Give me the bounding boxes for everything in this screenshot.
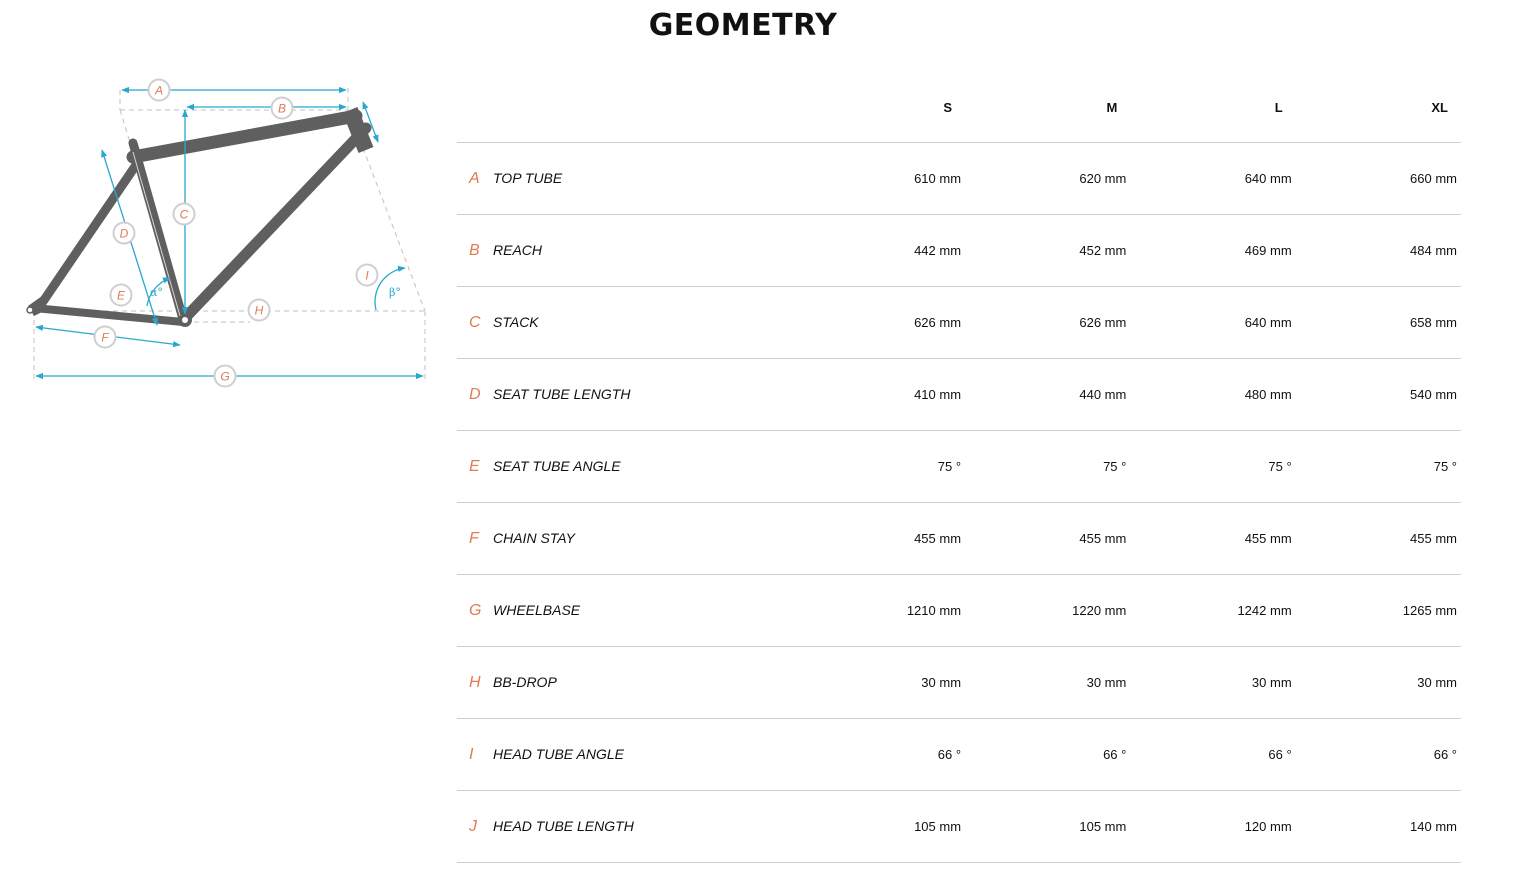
value-cell: 75 ° (1130, 431, 1295, 503)
svg-text:D: D (119, 226, 129, 241)
table-header-row (457, 72, 1461, 143)
svg-text:A: A (154, 83, 164, 98)
svg-text:I: I (365, 268, 369, 283)
row-name: TOP TUBE (493, 169, 563, 186)
value-cell: 440 mm (965, 359, 1130, 431)
table-row (457, 431, 1461, 503)
row-letter: H (469, 673, 481, 691)
row-label (457, 431, 800, 503)
row-name: SEAT TUBE ANGLE (493, 457, 621, 474)
value-cell: 658 mm (1296, 287, 1461, 359)
top-tube (133, 116, 356, 157)
value-cell: 540 mm (1296, 359, 1461, 431)
value-cell: 120 mm (1130, 791, 1295, 863)
size-header-l: L (1130, 72, 1295, 143)
value-cell: 75 ° (965, 431, 1130, 503)
row-label (457, 287, 800, 359)
value-cell: 455 mm (1130, 503, 1295, 575)
value-cell: 469 mm (1130, 215, 1295, 287)
value-cell: 626 mm (800, 287, 965, 359)
value-cell: 1220 mm (965, 575, 1130, 647)
header-blank (457, 72, 800, 143)
head-angle-symbol: β° (389, 286, 401, 299)
label-g (215, 366, 236, 387)
svg-text:E: E (116, 288, 126, 303)
geometry-table (457, 72, 1461, 863)
value-cell: 626 mm (965, 287, 1130, 359)
table-row (457, 575, 1461, 647)
row-letter: I (469, 745, 474, 763)
value-cell: 455 mm (965, 503, 1130, 575)
row-name: CHAIN STAY (493, 529, 575, 546)
value-cell: 105 mm (800, 791, 965, 863)
row-label (457, 575, 800, 647)
value-cell: 1265 mm (1296, 575, 1461, 647)
row-letter: B (469, 241, 480, 259)
value-cell: 1210 mm (800, 575, 965, 647)
svg-text:G: G (220, 369, 230, 384)
label-i (357, 265, 378, 286)
svg-text:H: H (254, 303, 264, 318)
label-f (95, 327, 116, 348)
size-header-xl: XL (1296, 72, 1461, 143)
value-cell: 610 mm (800, 143, 965, 215)
row-name: HEAD TUBE LENGTH (493, 817, 634, 834)
value-cell: 75 ° (800, 431, 965, 503)
table-row (457, 287, 1461, 359)
value-cell: 640 mm (1130, 287, 1295, 359)
row-letter: C (469, 313, 481, 331)
row-name: WHEELBASE (493, 601, 581, 618)
row-letter: F (469, 529, 479, 547)
row-name: REACH (493, 241, 543, 258)
row-letter: D (469, 385, 481, 403)
row-letter: E (469, 457, 480, 475)
row-label (457, 719, 800, 791)
value-cell: 30 mm (800, 647, 965, 719)
value-cell: 30 mm (965, 647, 1130, 719)
size-header-m: M (965, 72, 1130, 143)
label-e (111, 285, 132, 306)
label-b (272, 98, 293, 119)
row-letter: J (469, 817, 477, 835)
svg-text:B: B (277, 101, 287, 116)
value-cell: 140 mm (1296, 791, 1461, 863)
table-row (457, 503, 1461, 575)
table-row (457, 719, 1461, 791)
value-cell: 30 mm (1296, 647, 1461, 719)
row-label (457, 359, 800, 431)
value-cell: 480 mm (1130, 359, 1295, 431)
value-cell: 30 mm (1130, 647, 1295, 719)
value-cell: 484 mm (1296, 215, 1461, 287)
value-cell: 455 mm (800, 503, 965, 575)
label-d (114, 223, 135, 244)
row-label (457, 143, 800, 215)
row-name: SEAT TUBE LENGTH (493, 385, 631, 402)
value-cell: 66 ° (800, 719, 965, 791)
row-label (457, 215, 800, 287)
value-cell: 410 mm (800, 359, 965, 431)
table-row (457, 359, 1461, 431)
row-letter: A (469, 169, 480, 187)
row-label (457, 647, 800, 719)
value-cell: 105 mm (965, 791, 1130, 863)
page-title: GEOMETRY (648, 8, 838, 43)
frame-geometry-diagram (20, 70, 440, 390)
value-cell: 66 ° (1130, 719, 1295, 791)
row-label (457, 503, 800, 575)
value-cell: 640 mm (1130, 143, 1295, 215)
value-cell: 455 mm (1296, 503, 1461, 575)
row-label (457, 791, 800, 863)
row-name: HEAD TUBE ANGLE (493, 745, 624, 762)
row-letter: G (469, 601, 482, 619)
svg-text:F: F (101, 330, 109, 345)
table-row (457, 647, 1461, 719)
value-cell: 75 ° (1296, 431, 1461, 503)
value-cell: 66 ° (965, 719, 1130, 791)
label-c (174, 204, 195, 225)
table-row (457, 791, 1461, 863)
row-name: BB-DROP (493, 673, 557, 690)
label-a (149, 80, 170, 101)
rear-axle (27, 307, 33, 313)
value-cell: 442 mm (800, 215, 965, 287)
table-row (457, 215, 1461, 287)
value-cell: 66 ° (1296, 719, 1461, 791)
table-row (457, 143, 1461, 215)
label-h (249, 300, 270, 321)
value-cell: 452 mm (965, 215, 1130, 287)
seat-angle-symbol: α° (150, 286, 163, 299)
row-name: STACK (493, 313, 539, 330)
down-tube (185, 128, 366, 318)
size-header-s: S (800, 72, 965, 143)
svg-text:C: C (179, 207, 189, 222)
value-cell: 1242 mm (1130, 575, 1295, 647)
value-cell: 660 mm (1296, 143, 1461, 215)
chain-stay (34, 308, 183, 322)
value-cell: 620 mm (965, 143, 1130, 215)
bike-frame (27, 110, 366, 327)
